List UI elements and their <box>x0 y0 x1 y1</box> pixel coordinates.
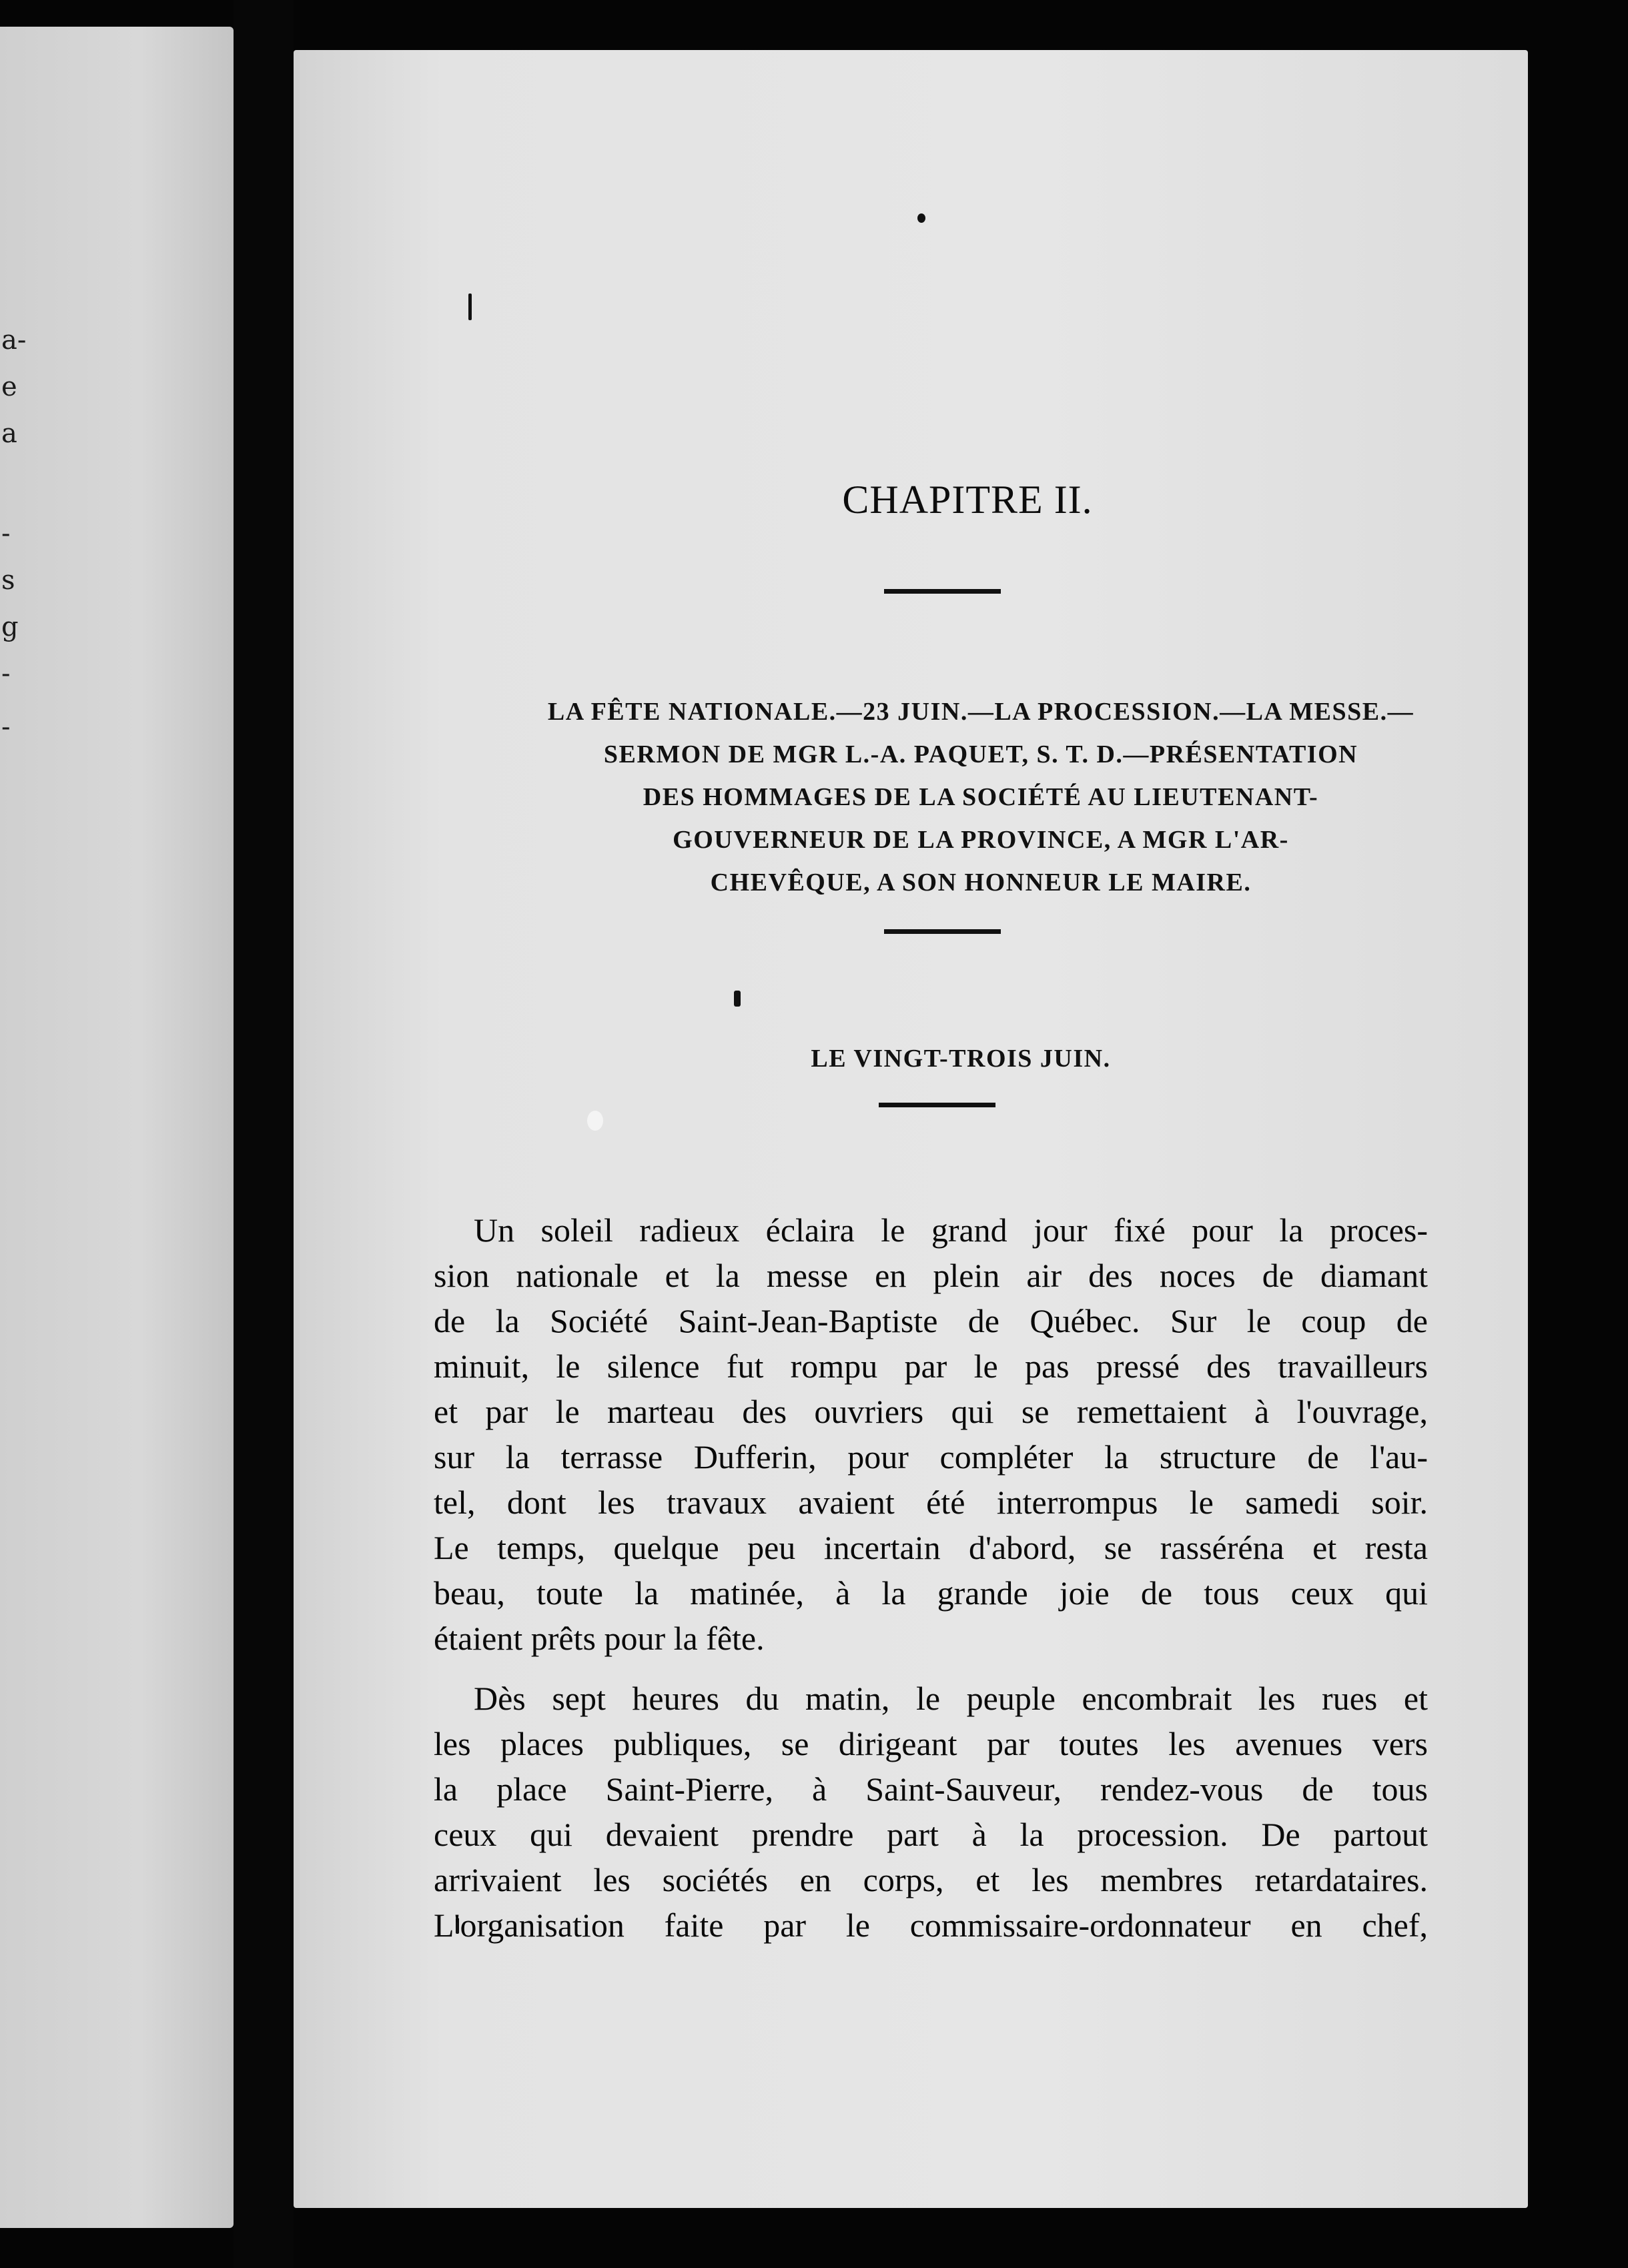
margin-char: s <box>1 565 15 596</box>
text-line: sion nationale et la messe en plein air des noces de diamant <box>434 1257 1428 1294</box>
margin-char: - <box>1 658 11 689</box>
summary-line: SERMON DE MGR L.-A. PAQUET, S. T. D.—PRÉSENTATION <box>603 740 1358 768</box>
body-text <box>434 1207 1428 1948</box>
book-gutter <box>234 0 294 2268</box>
previous-page-edge <box>0 27 234 2228</box>
paper-speck <box>587 1111 603 1131</box>
text-line: beau, toute la matinée, à la grande joie de tous ceux qui <box>434 1574 1428 1612</box>
text-line: et par le marteau des ouvriers qui se remettaient à l'ouvrage, <box>434 1393 1428 1430</box>
text-line: sur la terrasse Dufferin, pour compléter la structure de l'au- <box>434 1438 1428 1476</box>
text-line: de la Société Saint-Jean-Baptiste de Québec. Sur le coup de <box>434 1302 1428 1339</box>
ink-speck <box>917 213 925 223</box>
text-line: la place Saint-Pierre, à Saint-Sauveur, rendez-vous de tous <box>434 1770 1428 1808</box>
text-line: Un soleil radieux éclaira le grand jour fixé pour la proces- <box>474 1211 1428 1249</box>
margin-char: g <box>1 612 19 642</box>
divider-rule <box>879 1103 995 1107</box>
ink-speck <box>734 991 741 1007</box>
divider-rule <box>884 589 1001 594</box>
margin-char: - <box>1 518 11 549</box>
summary-line: DES HOMMAGES DE LA SOCIÉTÉ AU LIEUTENANT- <box>643 783 1319 811</box>
text-line: tel, dont les travaux avaient été interrompus le samedi soir. <box>434 1484 1428 1521</box>
text-line: L'organisation faite par le commissaire-ordonnateur en chef, <box>434 1906 1428 1944</box>
text-line: minuit, le silence fut rompu par le pas pressé des travailleurs <box>434 1347 1428 1385</box>
text-line: les places publiques, se dirigeant par toutes les avenues vers <box>434 1725 1428 1762</box>
margin-char: e <box>1 372 17 402</box>
paragraph-gap <box>434 1661 1428 1676</box>
chapter-title: CHAPITRE II. <box>842 478 1093 522</box>
summary-line: CHEVÊQUE, A SON HONNEUR LE MAIRE. <box>710 869 1252 897</box>
text-line: ceux qui devaient prendre part à la procession. De partout <box>434 1816 1428 1853</box>
ink-speck <box>468 294 472 320</box>
section-title: LE VINGT-TROIS JUIN. <box>811 1045 1111 1073</box>
text-line: Le temps, quelque peu incertain d'abord, se rasséréna et resta <box>434 1529 1428 1566</box>
text-line: Dès sept heures du matin, le peuple encombrait les rues et <box>474 1680 1428 1717</box>
text-line: étaient prêts pour la fête. <box>434 1620 765 1657</box>
margin-char: - <box>1 712 11 742</box>
chapter-summary <box>440 690 1521 904</box>
summary-line: GOUVERNEUR DE LA PROVINCE, A MGR L'AR- <box>673 826 1289 854</box>
margin-char: a <box>1 418 17 449</box>
divider-rule <box>884 929 1001 934</box>
book-page <box>294 50 1528 2208</box>
margin-char: a- <box>1 325 27 356</box>
text-line: arrivaient les sociétés en corps, et les membres retardataires. <box>434 1861 1428 1898</box>
summary-line: LA FÊTE NATIONALE.—23 JUIN.—LA PROCESSION.—LA MESSE.— <box>547 698 1414 726</box>
